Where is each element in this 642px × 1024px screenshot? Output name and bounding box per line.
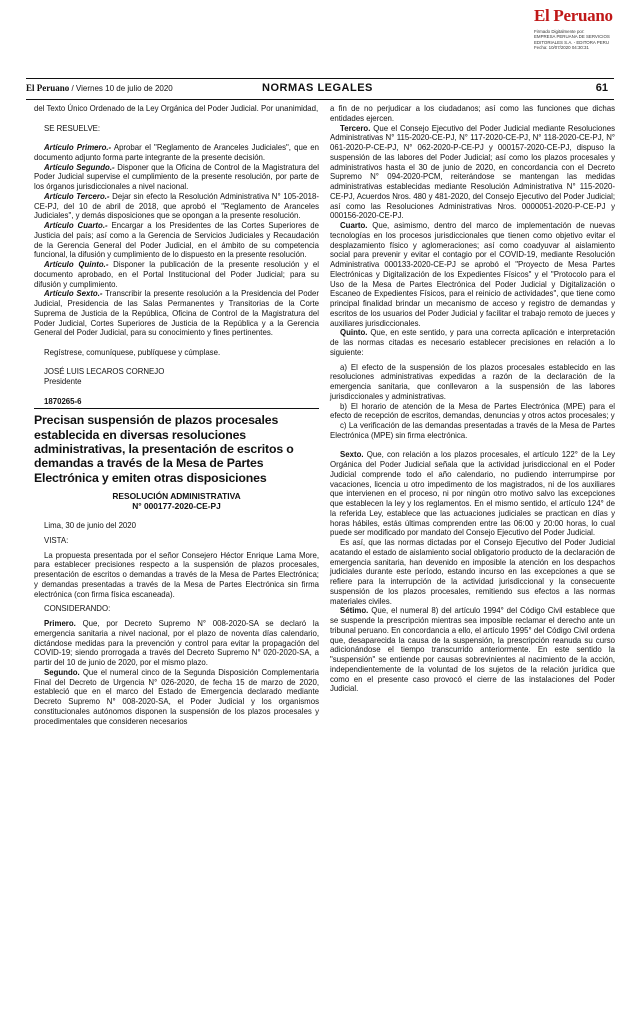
considerando-text: Que, en este sentido, y para una correcta aplicación e interpretación de las normas citadas es necesario establecer precisiones en relación a lo siguiente: bbox=[330, 328, 615, 357]
place-date: Lima, 30 de junio del 2020 bbox=[44, 521, 137, 531]
considerando-4 bbox=[330, 221, 615, 328]
considerando-3 bbox=[330, 124, 615, 222]
digital-signature-stamp bbox=[534, 29, 640, 50]
article-1 bbox=[34, 143, 319, 163]
vista-heading: VISTA: bbox=[44, 535, 69, 545]
resolution-title: RESOLUCIÓN ADMINISTRATIVA bbox=[112, 491, 241, 502]
considerando-label: Segundo. bbox=[44, 667, 80, 677]
considerando-7 bbox=[330, 606, 615, 694]
page-header bbox=[26, 78, 614, 100]
considerando-text: Que, asimismo, dentro del marco de implementación de nuevas tecnologías en los procesos jurisdiccionales que tienen como objetivo evitar el desplazamiento físico y aglomeraciones; así como coadyuvar al aislamiento social para prevenir y evitar el contagio por el COVID-19, mediante Resolución Administrativa 000133-2020-CE-PJ se aprobó el "Proyecto de Mesa Partes Electrónicas y Digitalización de los Expedientes Físicos" y el "Protocolo para el Uso de la Mesa de Partes Electrónica del Poder Judicial y Digitalización o Escaneo de Expedientes Físicos, para el reinicio de actividades", que tiene como principal finalidad brindar un mecanismo de acceso y registro de demandas y escritos de los usuarios del Poder Judicial y facilitar el trabajo remoto de jueces y auxiliares jurisdiccionales. bbox=[330, 221, 615, 328]
considerando-text: Que, con relación a los plazos procesales, el artículo 122° de la Ley Orgánica del Poder Judicial señala que la actividad jurisdiccional en el Poder Judicial comprende todo el año calendario, no pudiendo interrumpirse por vacaciones, licencia u otro impedimento de los magistrados, ni de los auxiliares que intervienen en el proceso, ni por ningún otro motivo salvo las excepciones que establecen la ley y los reglamentos. En el mismo sentido, el artículo 124° de la referida Ley, establece que las actuaciones judiciales se practican en días y horas hábiles, estás últimas comprenden entre las 06:00 y 20:00 horas, lo cual puede ser modificado por mandato del Consejo Ejecutivo del Poder Judicial. bbox=[330, 450, 615, 538]
article-text: Transcribir la presente resolución a la Presidencia del Poder Judicial, Presidencia de las Salas Permanentes y Transitorias de la Corte Suprema de Justicia de la República, Oficina de Control de la Magistratura del Poder Judicial, Cortes Superiores de Justicia de la República y a la Gerencia General del Poder Judicial, para su conocimiento y fines pertinentes. bbox=[34, 289, 319, 338]
article-label: Artículo Tercero.- bbox=[44, 191, 110, 201]
considerando-1 bbox=[34, 619, 319, 668]
article-text: Disponer que la Oficina de Control de la Magistratura del Poder Judicial supervise el cumplimiento de la presente resolución, por parte de los órganos jurisdiccionales a nivel nacional. bbox=[34, 162, 319, 191]
header-section: NORMAS LEGALES bbox=[262, 82, 373, 94]
article-text: Disponer la publicación de la presente resolución y el documento aprobado, en el Portal Institucional del Poder Judicial; para su difusión y cumplimiento. bbox=[34, 260, 319, 289]
separator-rule bbox=[34, 408, 319, 409]
considerando-label: Cuarto. bbox=[340, 221, 368, 230]
article-text: Encargar a los Presidentes de las Cortes Superiores de Justicia del país; así como a la Gerencia de Servicios Judiciales y Recaudación de la Gerencia General del Poder Judicial, en el ámbito de su competencia funcional, la difusión y cumplimiento de lo dispuesto en la presente resolución. bbox=[34, 221, 319, 260]
considerando-label: Tercero. bbox=[340, 123, 371, 133]
vista-text: La propuesta presentada por el señor Consejero Héctor Enrique Lama More, para establecer precisiones respecto a la suspensión de plazos procesales, presentación de escritos o demandas a través de la Mesa de Partes Electrónica; y demandas presentadas a través de la Mesa de Partes Electrónica sin firma electrónica (con firma física escaneada). bbox=[34, 550, 319, 599]
document-code: 1870265-6 bbox=[44, 396, 82, 406]
signature-line-4: Fecha: 10/07/2020 04:30:31 bbox=[534, 44, 589, 50]
article-label: Artículo Cuarto.- bbox=[44, 221, 108, 230]
article-5 bbox=[34, 260, 319, 289]
signature-line-3: EDITORIALES S.A. - EDITORA PERU bbox=[534, 39, 609, 45]
considerando-2 bbox=[34, 668, 319, 727]
article-label: Artículo Sexto.- bbox=[44, 289, 103, 299]
considerando-text: Que, el numeral 8) del artículo 1994° del Código Civil establece que se suspende la prescripción mientras sea imposible reclamar el derecho ante un tribunal peruano. En concordancia a ello, el artículo 1995° del Código Civil ordena que, desaparecida la causa de la suspensión, la prescripción reanuda su curso adicionándose el tiempo transcurrido anteriormente. En este sentido la "suspensión" se entiende por causas sobrevinientes al nacimiento de la acción, independientemente de la voluntad de los sujetos de la relación jurídica que como en el presente caso provocó el cierre de las instalaciones del Poder Judicial. bbox=[330, 606, 615, 694]
left-column bbox=[34, 104, 319, 726]
el-peruano-logo: El Peruano bbox=[534, 6, 613, 25]
resolution-number: N° 000177-2020-CE-PJ bbox=[132, 501, 221, 512]
considerando-heading: CONSIDERANDO: bbox=[44, 604, 111, 614]
article-label: Artículo Primero.- bbox=[44, 143, 112, 152]
list-item-a: a) El efecto de la suspensión de los plazos procesales establecido en las resoluciones administrativas expedidas a razón de la declaración de la emergencia sanitaria, que conllevaron a la suspensión de las labores jurisdiccionales y administrativas. bbox=[330, 362, 615, 401]
considerando-label: Primero. bbox=[44, 619, 76, 629]
considerando-text: Que el numeral cinco de la Segunda Disposición Complementaria Final del Decreto de Urgencia N° 026-2020, de fecha 15 de marzo de 2020, estableció que en el marco del Estado de Emergencia declarado mediante Decreto Supremo N° 008-2020-SA, el Poder Judicial y los organismos constitucionales autónomos disponen la suspensión de los plazos procesales y procedimentales que consideren necesarios bbox=[34, 667, 319, 726]
header-date: / Viernes 10 de julio de 2020 bbox=[69, 84, 173, 93]
considerando-text: Que el Consejo Ejecutivo del Poder Judicial mediante Resoluciones Administrativas N° 115-2020-CE-PJ, N° 117-2020-CE-PJ, N° 118-2020-CE-PJ, N° 061-2020-P-CE-PJ, N° 062-2020-P-CE-PJ y 000157-2020-CE-PJ, dispuso la suspensión de las labores del Poder Judicial; así como los plazos procesales y administrativos hasta el 30 de junio de 2020, en concordancia con el Decreto Supremo N° 094-2020-PCM, reiterándose se mantengan las medidas administrativas establecidas mediante Resolución Administrativa N° 115-2020-CE-PJ, Acuerdos Nros. 480 y 481-2020, del Consejo Ejecutivo del Poder Judicial; así como las Resoluciones Administrativas Nros. 0000051-2020-P-CE-PJ y 000156-2020-CE-PJ. bbox=[330, 123, 615, 221]
article-text: Aprobar el "Reglamento de Aranceles Judiciales", que en documento adjunto forma parte integrante de la presente decisión. bbox=[34, 143, 319, 162]
article-headline: Precisan suspensión de plazos procesales establecida en diversas resoluciones administrativas, la presentación de escritos o demandas a través de la Mesa de Partes Electrónica y emiten otras disposiciones bbox=[34, 413, 294, 485]
right-column bbox=[330, 104, 615, 694]
signature-line-1: Firmado Digitalmente por: bbox=[534, 29, 585, 34]
considerando-5 bbox=[330, 328, 615, 357]
list-item-c: c) La verificación de las demandas presentadas a través de la Mesa de Partes Electrónica (MPE) sin firma electrónica. bbox=[330, 421, 615, 440]
article-text: Dejar sin efecto la Resolución Administrativa N° 105-2018-CE-PJ, del 10 de abril de 2018, que aprobó el "Reglamento de Aranceles Judiciales", y demás disposiciones que se opongan a la presente resolución. bbox=[34, 191, 319, 221]
article-4 bbox=[34, 221, 319, 260]
page-number: 61 bbox=[595, 82, 608, 94]
article-6 bbox=[34, 289, 319, 338]
paragraph: del Texto Único Ordenado de la Ley Orgánica del Poder Judicial. Por unanimidad, bbox=[34, 104, 319, 113]
paragraph: a fin de no perjudicar a los ciudadanos; así como las funciones que dichas entidades ejercen. bbox=[330, 104, 615, 123]
header-masthead bbox=[26, 83, 173, 93]
article-2 bbox=[34, 163, 319, 192]
article-label: Artículo Segundo.- bbox=[44, 162, 115, 172]
signature-line-2: EMPRESA PERUANA DE SERVICIOS bbox=[534, 34, 610, 40]
article-3 bbox=[34, 192, 319, 221]
list-item-b: b) El horario de atención de la Mesa de Partes Electrónica (MPE) para el efecto de recepción de escritos, demandas, denuncias y otros actos procesales; y bbox=[330, 401, 615, 421]
considerando-text: Que, por Decreto Supremo N° 008-2020-SA se declaró la emergencia sanitaria a nivel nacional, por el plazo de noventa días calendario, dictándose medidas para la prevención y control para evitar la propagación del COVID-19; siendo prorrogada a través del Decreto Supremo N° 020-2020-SA, a partir del 10 de junio de 2020, por el mismo plazo. bbox=[34, 619, 319, 668]
article-label: Artículo Quinto.- bbox=[44, 260, 109, 269]
considerando-6 bbox=[330, 450, 615, 538]
se-resuelve-heading: SE RESUELVE: bbox=[44, 123, 101, 133]
considerando-label: Sétimo. bbox=[340, 606, 369, 616]
signer-name: JOSÉ LUIS LECAROS CORNEJO bbox=[44, 367, 165, 377]
considerando-label: Quinto. bbox=[340, 328, 368, 338]
header-paper-name: El Peruano bbox=[26, 83, 70, 93]
considerando-label: Sexto. bbox=[340, 450, 364, 460]
paragraph: Es así, que las normas dictadas por el Consejo Ejecutivo del Poder Judicial acatando el estado de aislamiento social obligatorio producto de la declaración de emergencia sanitaria, han devenido en imposible la atención en los despachos judiciales durante este período, estando incurso en las excepciones a que se refiere para la interrupción de la actividad jurisdiccional y la consecuente suspensión de los plazos procesales, remitiendo sus efectos a las normas materiales civiles. bbox=[330, 538, 615, 606]
closing-formula: Regístrese, comuníquese, publíquese y cúmplase. bbox=[44, 347, 221, 357]
signer-title: Presidente bbox=[44, 377, 82, 386]
